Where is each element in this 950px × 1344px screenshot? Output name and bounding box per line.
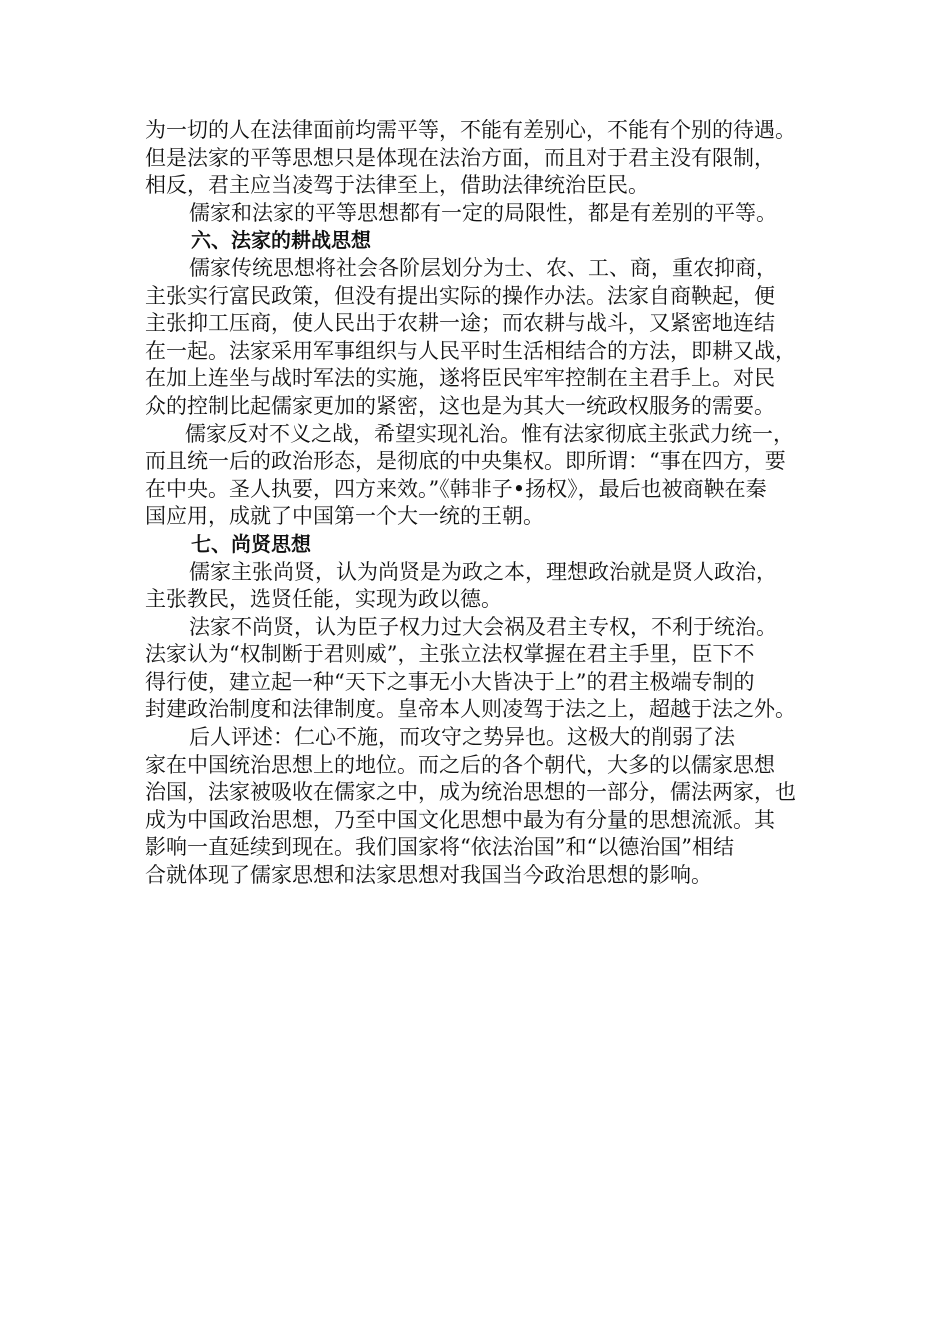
text-line: 为一切的人在法律面前均需平等，不能有差别心，不能有个别的待遇。	[145, 118, 796, 142]
text-line: 主张实行富民政策，但没有提出实际的操作办法。法家自商鞅起，便	[145, 283, 775, 308]
text-line: 在一起。法家采用军事组织与人民平时生活相结合的方法，即耕又战，	[145, 338, 796, 363]
text-line: 国应用，成就了中国第一个大一统的王朝。	[145, 504, 544, 529]
text-line: 在中央。圣人执要，四方来效。”《韩非子•扬权》，最后也被商鞅在秦	[145, 476, 767, 501]
text-line: 在加上连坐与战时军法的实施，遂将臣民牢牢控制在主君手上。对民	[145, 366, 775, 391]
text-line: 儒家主张尚贤，认为尚贤是为政之本，理想政治就是贤人政治，	[189, 559, 777, 584]
text-line: 得行使，建立起一种“天下之事无小大皆决于上”的君主极端专制的	[145, 669, 755, 694]
text-line: 儒家反对不义之战，希望实现礼治。惟有法家彻底主张武力统一，	[185, 421, 794, 446]
text-line: 而且统一后的政治形态，是彻底的中央集权。即所谓：“事在四方，要	[145, 449, 786, 474]
text-line: 主张抑工压商，使人民出于农耕一途；而农耕与战斗，又紧密地连结	[145, 311, 775, 336]
text-line: 儒家传统思想将社会各阶层划分为士、农、工、商，重农抑商，	[189, 255, 777, 280]
text-line: 成为中国政治思想，乃至中国文化思想中最为有分量的思想流派。其	[145, 807, 775, 832]
text-line: 家在中国统治思想上的地位。而之后的各个朝代，大多的以儒家思想	[145, 752, 775, 777]
text-line: 儒家和法家的平等思想都有一定的局限性，都是有差别的平等。	[189, 200, 777, 225]
section-heading-6: 六、法家的耕战思想	[191, 228, 371, 253]
text-line: 后人评述：仁心不施，而攻守之势异也。这极大的削弱了法	[189, 725, 735, 750]
text-line: 众的控制比起儒家更加的紧密，这也是为其大一统政权服务的需要。	[145, 393, 775, 418]
section-heading-7: 七、尚贤思想	[191, 531, 311, 556]
text-line: 主张教民，选贤任能，实现为政以德。	[145, 587, 502, 612]
text-line: 合就体现了儒家思想和法家思想对我国当今政治思想的影响。	[145, 863, 712, 888]
document-body	[145, 117, 815, 890]
text-line: 法家认为“权制断于君则威”，主张立法权掌握在君主手里，臣下不	[145, 642, 755, 667]
text-line: 治国，法家被吸收在儒家之中，成为统治思想的一部分，儒法两家，也	[145, 780, 796, 805]
text-line: 影响一直延续到现在。我们国家将“依法治国”和“以德治国”相结	[145, 835, 734, 860]
text-line: 封建政治制度和法律制度。皇帝本人则凌驾于法之上，超越于法之外。	[145, 697, 796, 722]
text-line: 法家不尚贤，认为臣子权力过大会祸及君主专权，不利于统治。	[189, 614, 777, 639]
text-line: 但是法家的平等思想只是体现在法治方面，而且对于君主没有限制，	[145, 145, 775, 170]
text-line: 相反，君主应当凌驾于法律至上，借助法律统治臣民。	[145, 173, 649, 198]
